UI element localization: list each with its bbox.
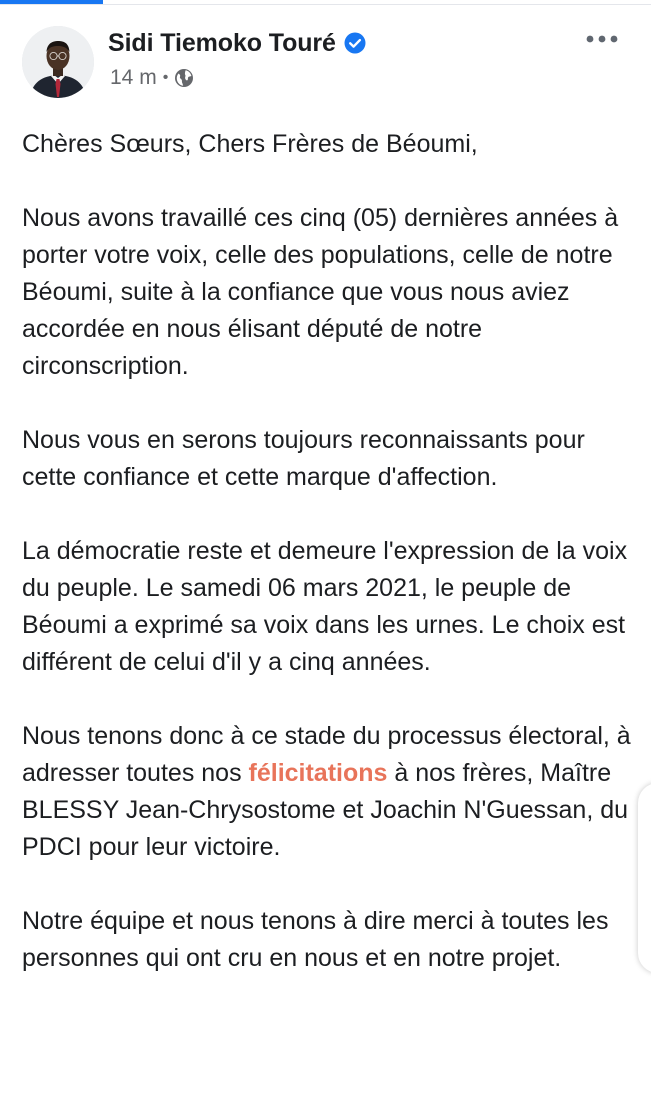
- profile-photo-icon: [22, 26, 94, 98]
- post-paragraph: Nous vous en serons toujours reconnaissants pour cette confiance et cette marque d'affection.: [22, 426, 585, 491]
- author-avatar[interactable]: [22, 26, 94, 98]
- verified-badge-icon: [344, 32, 366, 54]
- paragraph-text: à nos frères, Maître BLESSY Jean-Chrysostome et Joachin N'Guessan, du PDCI pour leur victoire.: [22, 759, 629, 861]
- post-paragraph: [22, 718, 640, 866]
- post-paragraph: Chères Sœurs, Chers Frères de Béoumi,: [22, 130, 478, 158]
- more-options-button[interactable]: [582, 26, 622, 52]
- post-paragraph: Nous avons travaillé ces cinq (05) dernières années à porter votre voix, celle des populations, celle de notre Béoumi, suite à la confiance que vous nous aviez accordée en nous élisant député de notre circonscription.: [22, 204, 619, 380]
- author-row: [108, 27, 366, 59]
- more-dots-icon: [586, 35, 618, 43]
- post-meta: [110, 64, 194, 92]
- post-paragraph: La démocratie reste et demeure l'expression de la voix du peuple. Le samedi 06 mars 2021, le peuple de Béoumi a exprimé sa voix dans les urnes. Le choix est différent de celui d'il y a cinq années.: [22, 537, 628, 676]
- post-header: [0, 0, 651, 110]
- author-name[interactable]: Sidi Tiemoko Touré: [108, 28, 336, 57]
- meta-separator: •: [162, 69, 169, 86]
- post-text: [22, 126, 640, 1014]
- hashtag-link[interactable]: félicitations: [248, 759, 388, 787]
- paragraph-text: Nous tenons donc à ce stade du processus électoral, à adresser toutes nos: [22, 722, 631, 787]
- post-timestamp[interactable]: 14 m: [110, 66, 157, 89]
- scroll-handle[interactable]: [638, 783, 651, 973]
- post-paragraph: Notre équipe et nous tenons à dire merci à toutes les personnes qui ont cru en nous et en notre projet.: [22, 907, 609, 972]
- globe-icon[interactable]: [174, 68, 194, 88]
